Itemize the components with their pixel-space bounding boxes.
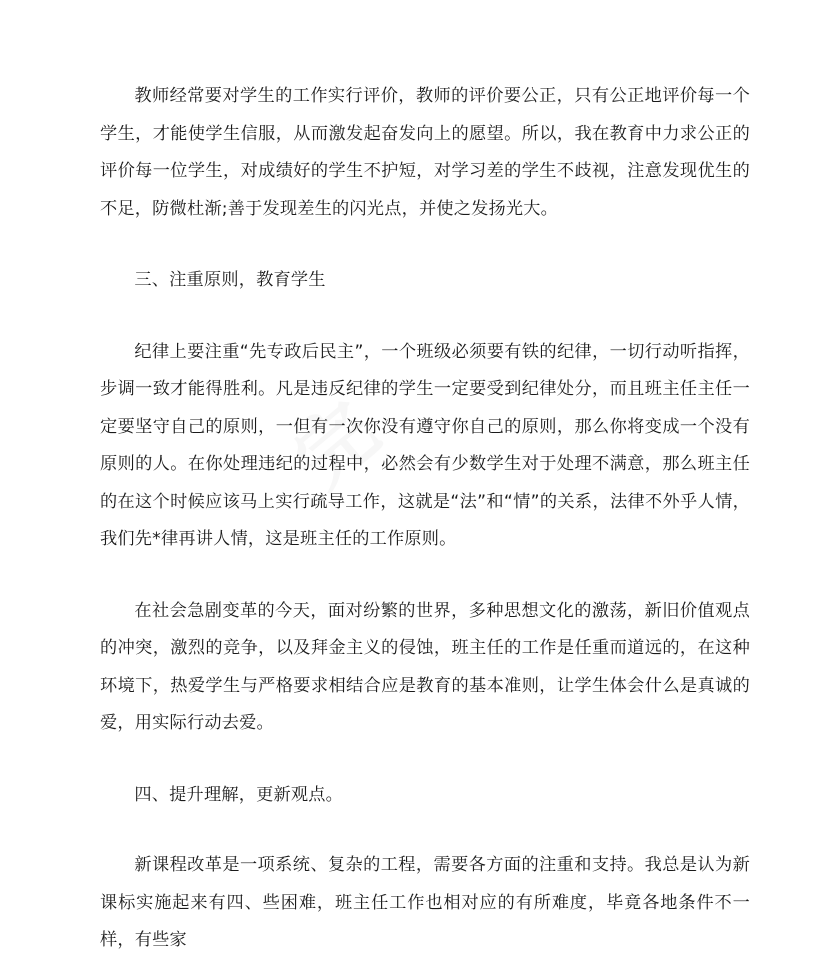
paragraph-social-change: 在社会急剧变革的今天，面对纷繁的世界，多种思想文化的激荡，新旧价值观点的冲突，激烈的竞争，以及拜金主义的侵蚀，班主任的工作是任重而道远的，在这种环境下，热爱学生与严格要求相结合应是教育的基本准则，让学生体会什么是真诚的爱，用实际行动去爱。 [100, 600, 750, 733]
paragraph-discipline: 纪律上要注重“先专政后民主”，一个班级必须要有铁的纪律，一切行动听指挥，步调一致才能得胜利。凡是违反纪律的学生一定要受到纪律处分，而且班主任主任一定要坚守自己的原则，一但有一次你没有遵守你自己的原则，那么你将变成一个没有原则的人。在你处理违纪的过程中，必然会有少数学生对于处理不满意，那么班主任的在这个时候应该马上实行疏导工作，这就是“法”和“情”的关系，法律不外乎人情，我们先*律再讲人情，这是班主任的工作原则。 [100, 341, 750, 549]
watermark: 完 [277, 381, 400, 505]
document-body [100, 78, 750, 960]
section-heading-principles: 三、注重原则，教育学生 [134, 270, 326, 290]
paragraph-fair-evaluation: 教师经常要对学生的工作实行评价，教师的评价要公正，只有公正地评价每一个学生，才能使学生信服，从而激发起奋发向上的愿望。所以，我在教育中力求公正的评价每一位学生，对成绩好的学生不护短，对学习差的学生不歧视，注意发现优生的不足，防微杜渐;善于发现差生的闪光点，并使之发扬光大。 [100, 86, 750, 219]
paragraph-curriculum-reform: 新课程改革是一项系统、复杂的工程，需要各方面的注重和支持。我总是认为新课标实施起来有四、些困难，班主任工作也相对应的有所难度，毕竟各地条件不一样，有些家 [100, 855, 750, 950]
section-heading-understanding: 四、提升理解，更新观点。 [134, 784, 344, 805]
